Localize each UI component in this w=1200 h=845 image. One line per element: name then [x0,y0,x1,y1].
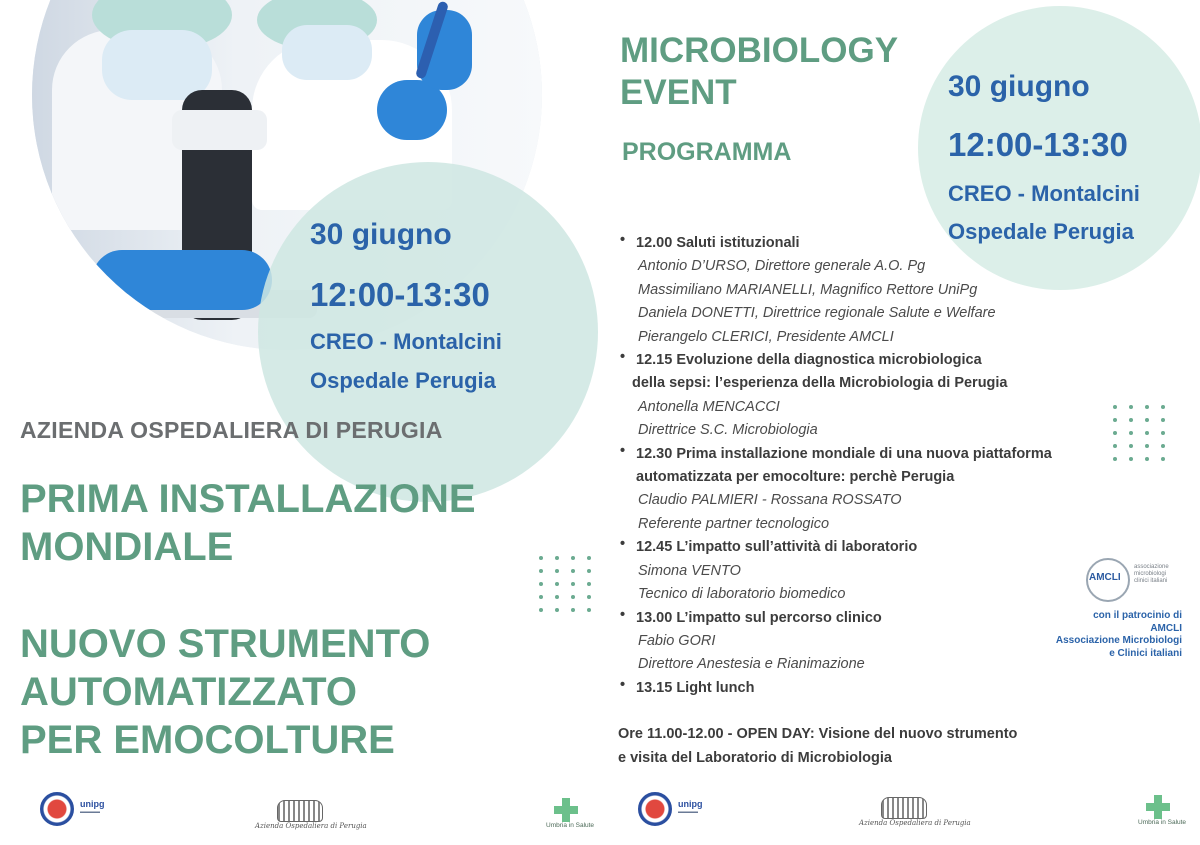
dot-grid-icon [1113,405,1167,461]
program-item-heading: 13.15 Light lunch [636,679,755,696]
program-list [620,232,1110,700]
program-item-heading: 13.00 L’impatto sul percorso clinico [636,609,882,626]
headline-world-first [20,475,580,571]
amcli-logo-subtitle: associazione microbiologi clinici italiani [1134,564,1169,584]
umbria-cross-icon [1146,795,1170,819]
headline-line: MONDIALE [20,525,234,569]
patronage-note: con il patrocinio di AMCLI Associazione Microbiologi e Clinici italiani [1055,610,1182,659]
program-item-detail: Massimiliano MARIANELLI, Magnifico Rettore UniPg [638,281,978,298]
event-title-line: MICROBIOLOGY [620,31,899,70]
program-item-detail: Pierangelo CLERICI, Presidente AMCLI [638,328,894,345]
program-item: • 13.15 Light lunch [620,677,1110,700]
hospital-logo [859,797,971,827]
event-date: 30 giugno [948,70,1090,103]
program-item: • 12.15 Evoluzione della diagnostica microbiologica della sepsi: l’esperienza della Microbiologia di Perugia Antonella MENCACCI Direttrice S.C. Microbiologia [620,349,1110,443]
program-item-heading: 12.00 Saluti istituzionali [636,235,800,251]
unipg-label: unipg [80,799,105,809]
event-date: 30 giugno [310,218,452,251]
amcli-logo [1086,558,1182,602]
hospital-emblem-icon [881,797,927,819]
umbria-logo [1138,795,1186,826]
amcli-logo-text: AMCLI [1089,572,1121,583]
program-item: • 12.00 Saluti istituzionali Antonio D’URSO, Direttore generale A.O. Pg Massimiliano MARIANELLI, Magnifico Rettore UniPg Daniela DONETTI, Direttrice regionale Salute e Welfare Pierangelo CLERICI, Presidente AMCLI [620,232,1110,349]
program-item-detail: Antonio D’URSO, Direttore generale A.O. Pg [638,258,926,275]
program-item-heading: 12.30 Prima installazione mondiale di una nuova piattaforma [636,445,1052,462]
umbria-label: Umbria in Salute [546,822,595,829]
headline-line: PRIMA INSTALLAZIONE [20,477,476,521]
headline-line: NUOVO STRUMENTO [20,622,431,666]
university-seal-icon [40,792,74,826]
program-item-detail: Referente partner tecnologico [638,515,830,532]
program-item-detail: Simona VENTO [638,562,741,579]
program-item-heading: 12.45 L’impatto sull’attività di laboratorio [636,539,918,556]
program-item-detail: Claudio PALMIERI - Rossana ROSSATO [638,492,902,509]
university-seal-icon [638,792,672,826]
umbria-label: Umbria in Salute [1138,819,1187,826]
program-item-heading-cont: automatizzata per emocolture: perchè Perugia [636,469,955,486]
headline-line: AUTOMATIZZATO [20,670,357,714]
program-item-heading-cont: della sepsi: l’esperienza della Microbiologia di Perugia [632,375,1008,392]
event-title-line: EVENT [620,73,737,112]
open-day-line: e visita del Laboratorio di Microbiologia [618,750,892,766]
program-item-detail: Direttrice S.C. Microbiologia [638,422,818,439]
program-item-heading: 12.15 Evoluzione della diagnostica microbiologica [636,352,982,369]
event-venue-hospital: Ospedale Perugia [948,219,1134,244]
event-venue: CREO - Montalcini [310,329,502,354]
umbria-logo [546,798,594,829]
program-item-detail: Daniela DONETTI, Direttrice regionale Salute e Welfare [638,305,996,322]
hospital-logo-label: Azienda Ospedaliera di Perugia [859,819,971,827]
program-item-detail: Antonella MENCACCI [638,398,780,415]
unipg-logo: unipg ▬▬▬▬ [80,799,105,815]
organization-name: AZIENDA OSPEDALIERA DI PERUGIA [20,417,443,443]
event-time: 12:00-13:30 [310,276,490,313]
right-panel [600,0,1200,845]
open-day-note [618,722,1088,770]
headline-new-instrument [20,620,580,764]
hospital-emblem-icon [277,800,323,822]
event-venue: CREO - Montalcini [948,181,1140,206]
program-heading: PROGRAMMA [622,138,792,166]
program-item-detail: Direttore Anestesia e Rianimazione [638,656,865,673]
dot-grid-icon [539,556,593,612]
program-item: • 12.45 L’impatto sull’attività di laboratorio Simona VENTO Tecnico di laboratorio biomedico [620,536,1110,606]
program-item: • 13.00 L’impatto sul percorso clinico Fabio GORI Direttore Anestesia e Rianimazione [620,607,1110,677]
umbria-cross-icon [554,798,578,822]
program-item-detail: Tecnico di laboratorio biomedico [638,586,846,603]
program-item-detail: Fabio GORI [638,632,716,649]
unipg-logo: unipg ▬▬▬▬ [678,799,703,815]
unipg-label: unipg [678,799,703,809]
open-day-line: Ore 11.00-12.00 - OPEN DAY: Visione del nuovo strumento [618,726,1018,742]
hospital-logo [255,800,367,830]
event-venue-hospital: Ospedale Perugia [310,368,496,393]
program-item: • 12.30 Prima installazione mondiale di una nuova piattaforma automatizzata per emocolture: perchè Perugia Claudio PALMIERI - Rossana ROSSATO Referente partner tecnologico [620,443,1110,537]
event-time: 12:00-13:30 [948,126,1128,163]
hospital-logo-label: Azienda Ospedaliera di Perugia [255,822,367,830]
headline-line: PER EMOCOLTURE [20,718,395,762]
event-title [620,30,960,114]
